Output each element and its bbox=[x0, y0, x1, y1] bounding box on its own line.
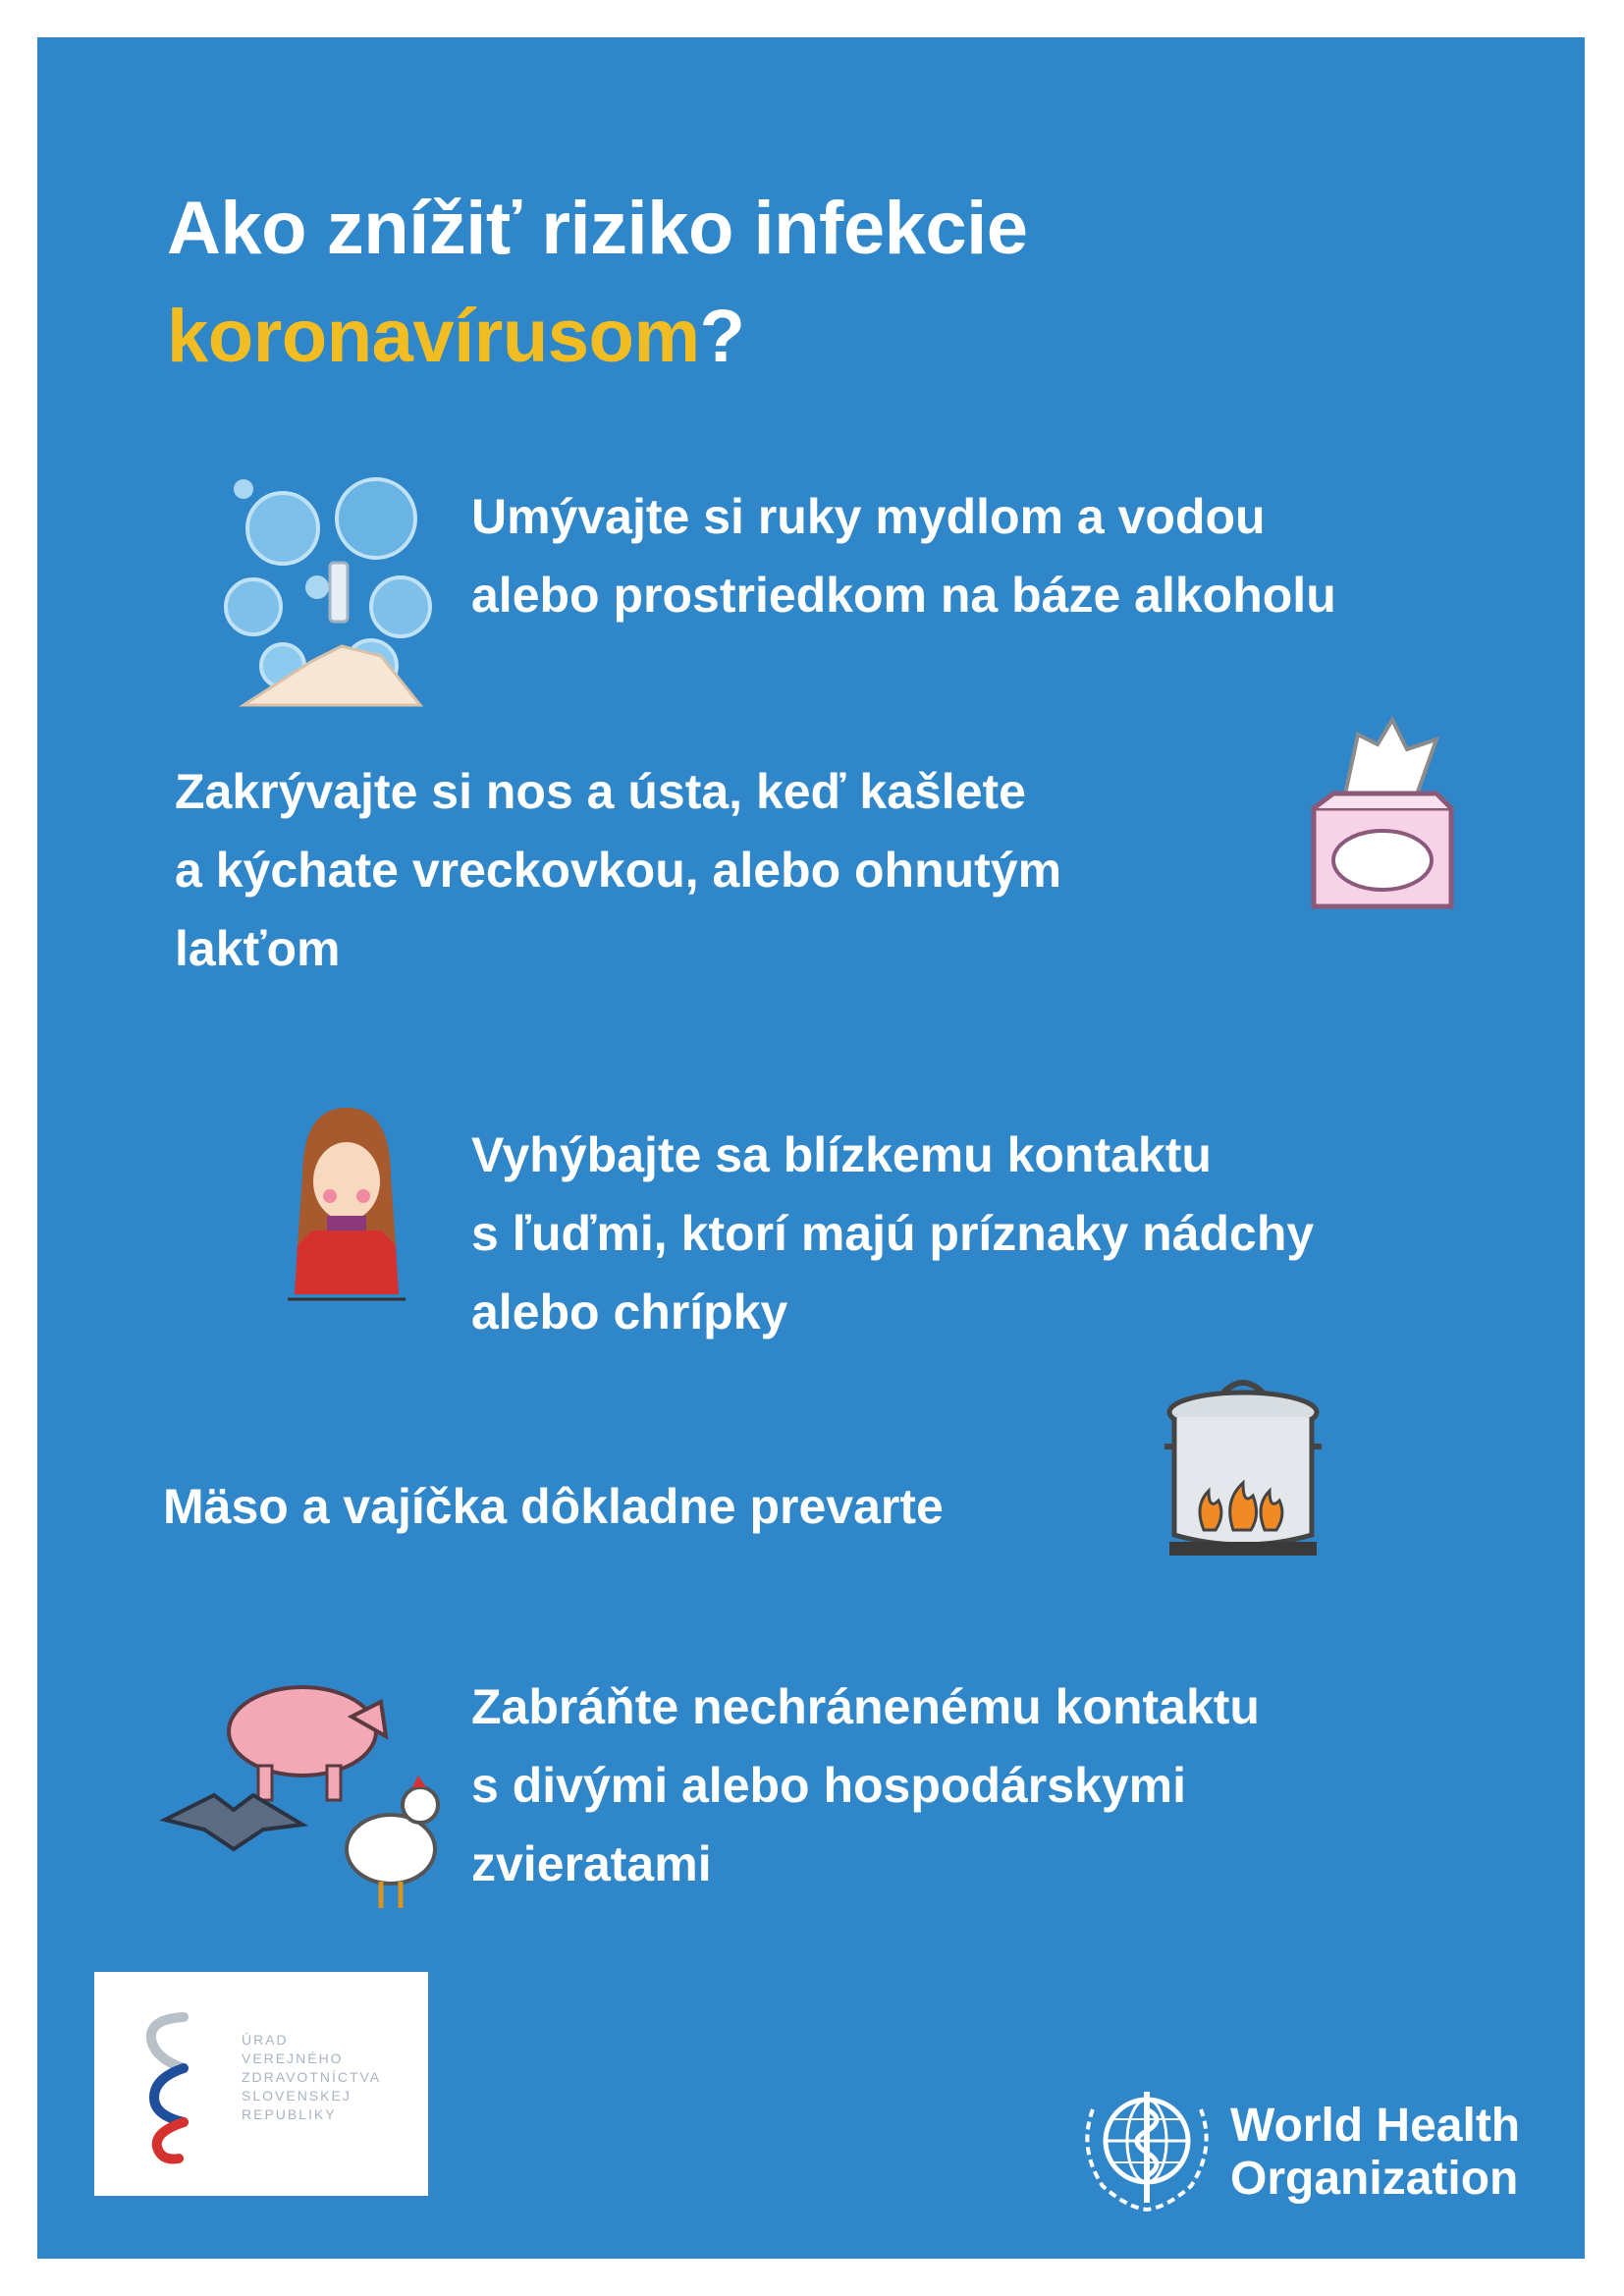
page-title bbox=[167, 175, 1028, 391]
tip-line: Mäso a vajíčka dôkladne prevarte bbox=[163, 1479, 944, 1534]
uvz-line: SLOVENSKEJ bbox=[242, 2088, 352, 2104]
tip-line: s divými alebo hospodárskymi bbox=[471, 1758, 1187, 1813]
tip-line: Vyhýbajte sa blízkemu kontaktu bbox=[471, 1127, 1212, 1182]
who-emblem-icon bbox=[1073, 2080, 1220, 2222]
title-question-mark: ? bbox=[699, 295, 745, 378]
tip-hand-washing bbox=[471, 477, 1336, 634]
tissue-box-icon bbox=[1304, 715, 1461, 921]
uvz-line: ZDRAVOTNÍCTVA bbox=[242, 2069, 382, 2085]
tip-line: lakťom bbox=[175, 921, 341, 976]
uvz-line: ÚRAD bbox=[242, 2032, 289, 2048]
title-highlight: koronavírusom bbox=[167, 295, 700, 378]
uvz-line: REPUBLIKY bbox=[242, 2106, 337, 2122]
uvz-s-mark-icon bbox=[130, 2009, 208, 2171]
uvz-line: VEREJNÉHO bbox=[242, 2050, 344, 2066]
sick-person-icon bbox=[283, 1098, 410, 1304]
tip-line: alebo prostriedkom na báze alkoholu bbox=[471, 568, 1336, 623]
who-name bbox=[1230, 2100, 1520, 2206]
uvz-name bbox=[242, 2031, 381, 2124]
tip-line: a kýchate vreckovkou, alebo ohnutým bbox=[175, 843, 1062, 898]
who-line: World Health bbox=[1230, 2100, 1521, 2152]
tip-line: Umývajte si ruky mydlom a vodou bbox=[471, 489, 1266, 544]
farm-animals-icon bbox=[155, 1658, 450, 1913]
tip-line: s ľuďmi, ktorí majú príznaky nádchy bbox=[471, 1206, 1315, 1261]
cooking-pot-icon bbox=[1155, 1373, 1331, 1569]
hand-washing-icon bbox=[224, 460, 450, 715]
title-line1: Ako znížiť riziko infekcie bbox=[167, 187, 1028, 270]
poster bbox=[37, 37, 1585, 2259]
tip-line: Zakrývajte si nos a ústa, keď kašlete bbox=[175, 764, 1026, 819]
tip-cook-food bbox=[163, 1467, 944, 1546]
tip-line: zvieratami bbox=[471, 1836, 712, 1891]
who-line: Organization bbox=[1230, 2153, 1519, 2205]
uvz-logo bbox=[94, 1972, 428, 2196]
tip-line: alebo chrípky bbox=[471, 1285, 788, 1339]
tip-avoid-animals bbox=[471, 1667, 1260, 1903]
tip-line: Zabráňte nechránenému kontaktu bbox=[471, 1679, 1260, 1734]
tip-avoid-contact bbox=[471, 1116, 1314, 1351]
tip-cover-cough bbox=[175, 752, 1061, 988]
